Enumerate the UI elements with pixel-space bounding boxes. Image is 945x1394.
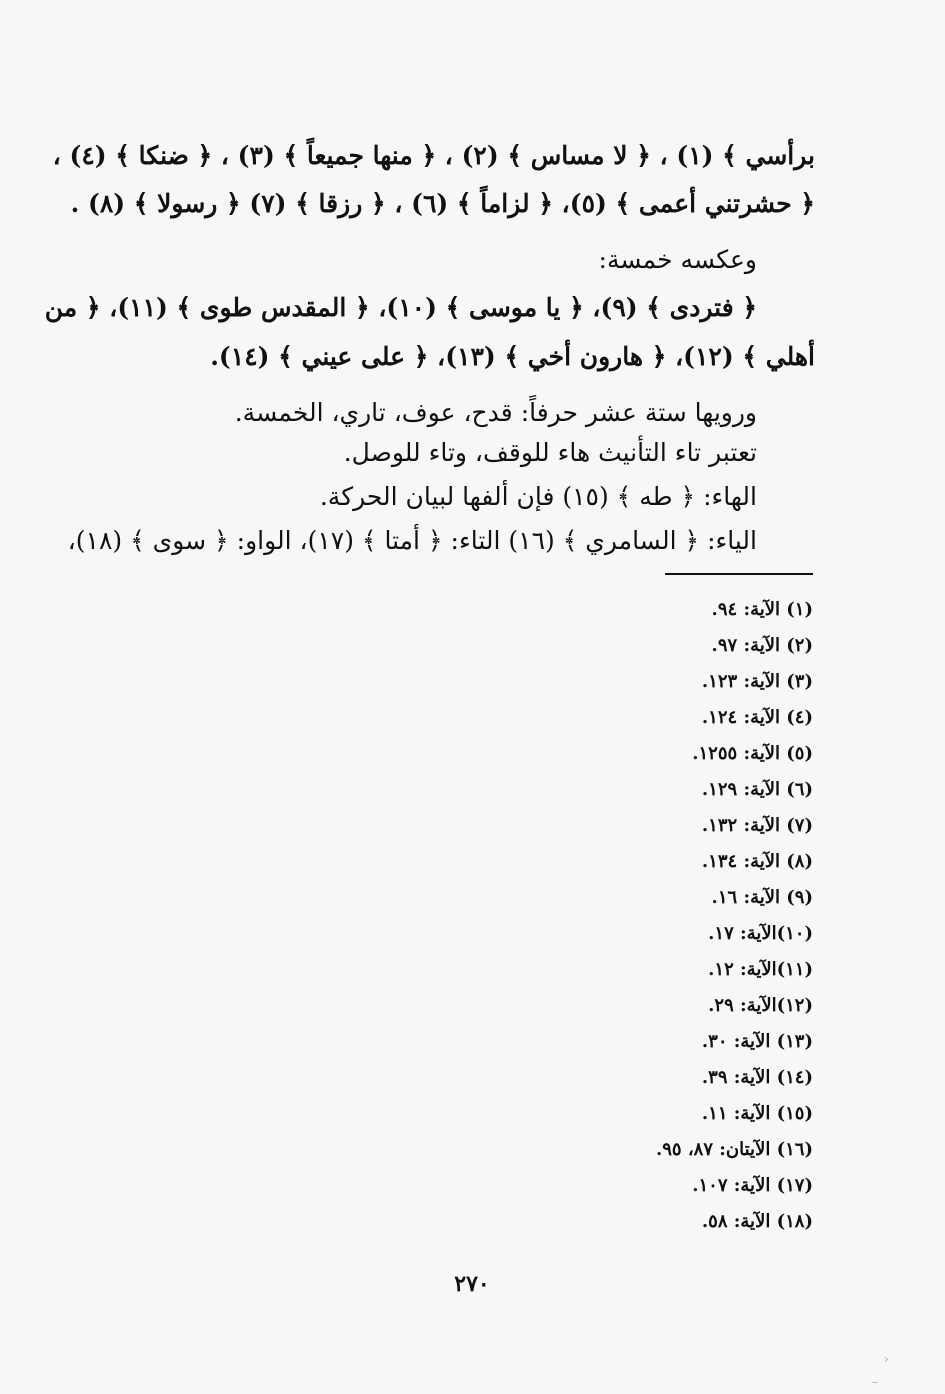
body-line-9: الياء: ﴿ السامري ﴾ (١٦) التاء: ﴿ أمتا ﴾ (١٧)، الواو: ﴿ سوى ﴾ (١٨)، xyxy=(67,526,757,555)
scan-speck: › xyxy=(884,1352,889,1366)
footnote-12: (١٢)الآية: ٢٩. xyxy=(708,995,813,1016)
footnote-13: (١٣) الآية: ٣٠. xyxy=(701,1031,813,1052)
footnote-8: (٨) الآية: ١٣٤. xyxy=(701,851,813,872)
page-number: ٢٧٠ xyxy=(454,1271,490,1297)
body-line-1: برأسي ﴾ (١) ، ﴿ لا مساس ﴾ (٢) ، ﴿ منها جميعاً ﴾ (٣) ، ﴿ ضنكا ﴾ (٤) ، xyxy=(52,141,815,170)
footnote-3: (٣) الآية: ١٢٣. xyxy=(701,671,813,692)
footnote-10: (١٠)الآية: ١٧. xyxy=(708,923,813,944)
body-line-4: ﴿ فتردى ﴾ (٩)، ﴿ يا موسى ﴾ (١٠)، ﴿ المقدس طوى ﴾ (١١)، ﴿ من xyxy=(44,293,757,322)
body-line-2: ﴿ حشرتني أعمى ﴾ (٥)، ﴿ لزاماً ﴾ (٦) ، ﴿ رزقا ﴾ (٧) ﴿ رسولا ﴾ (٨) . xyxy=(70,189,815,218)
footnote-11: (١١)الآية: ١٢. xyxy=(708,959,813,980)
body-line-8: الهاء: ﴿ طه ﴾ (١٥) فإن ألفها لبيان الحركة. xyxy=(319,482,757,511)
footnote-15: (١٥) الآية: ١١. xyxy=(701,1103,813,1124)
footnote-4: (٤) الآية: ١٢٤. xyxy=(701,707,813,728)
footnote-separator xyxy=(665,573,813,575)
footnote-9: (٩) الآية: ١٦. xyxy=(711,887,813,908)
footnote-2: (٢) الآية: ٩٧. xyxy=(711,635,813,656)
body-line-6: ورويها ستة عشر حرفاً: قدح، عوف، تاري، الخمسة. xyxy=(234,398,757,427)
footnote-17: (١٧) الآية: ١٠٧. xyxy=(692,1175,813,1196)
body-line-3: وعكسه خمسة: xyxy=(598,245,757,274)
footnote-16: (١٦) الآيتان: ٨٧، ٩٥. xyxy=(655,1139,813,1160)
footnote-6: (٦) الآية: ١٢٩. xyxy=(701,779,813,800)
footnote-1: (١) الآية: ٩٤. xyxy=(711,599,813,620)
footnote-5: (٥) الآية: ١٢٥٥. xyxy=(692,743,813,764)
body-line-7: تعتبر تاء التأنيث هاء للوقف، وتاء للوصل. xyxy=(343,438,757,467)
scan-speck: – xyxy=(872,1375,878,1389)
footnote-14: (١٤) الآية: ٣٩. xyxy=(701,1067,813,1088)
footnote-18: (١٨) الآية: ٥٨. xyxy=(701,1211,813,1232)
footnote-7: (٧) الآية: ١٣٢. xyxy=(701,815,813,836)
body-line-5: أهلي ﴾ (١٢)، ﴿ هارون أخي ﴾ (١٣)، ﴿ على عيني ﴾ (١٤). xyxy=(210,342,815,371)
